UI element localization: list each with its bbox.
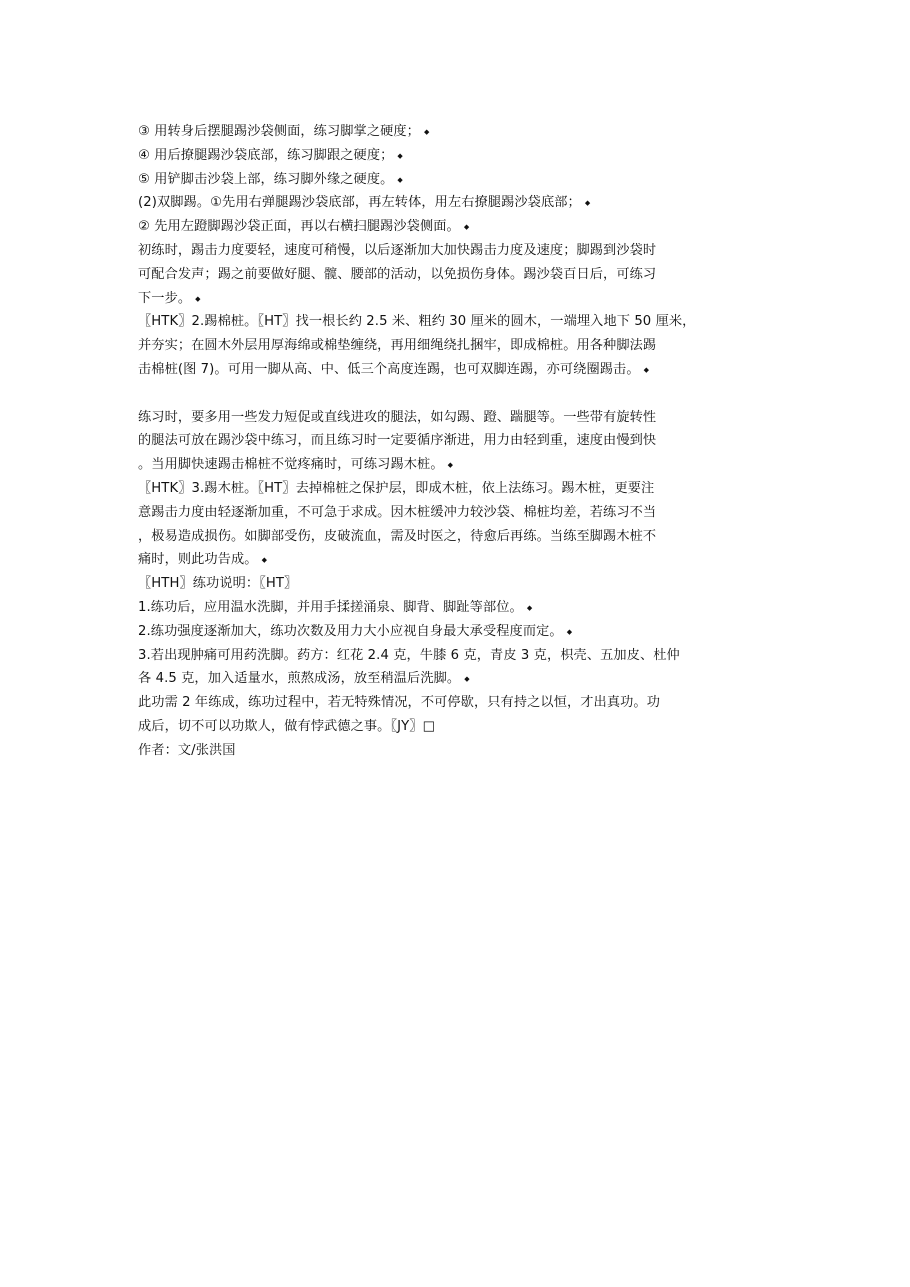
paragraph-mark-icon: ◆ xyxy=(526,603,533,612)
section-heading: 〖HTH〗练功说明：〖HT〗 xyxy=(138,576,298,592)
paragraph-mark-icon: ◆ xyxy=(464,675,470,684)
text-line: 各 4.5 克，加入适量水，煎熬成汤，放至稍温后洗脚。 ◆ xyxy=(138,671,470,687)
list-item: 3.若出现肿痛可用药洗脚。药方：红花 2.4 克，牛膝 6 克，青皮 3 克，枳壳、五加皮、杜仲 xyxy=(138,647,680,663)
text-line: 〖HTK〗3.踢木桩。〖HT〗去掉棉桩之保护层，即成木桩，依上法练习。踢木桩，更要注 xyxy=(138,480,655,496)
paragraph-mark-icon: ◆ xyxy=(423,128,430,136)
text-line: 练习时，要多用一些发力短促或直线进攻的腿法，如勾踢、蹬、踹腿等。一些带有旋转性 xyxy=(138,409,657,425)
paragraph-mark-icon: ◆ xyxy=(261,556,268,565)
text-line: 初练时，踢击力度要轻，速度可稍慢，以后逐渐加大加快踢击力度及速度；脚踢到沙袋时 xyxy=(138,242,657,258)
text-line: 并夯实；在圆木外层用厚海绵或棉垫缠绕，再用细绳绕扎捆牢，即成棉桩。用各种脚法踢 xyxy=(138,338,657,354)
text-line: 〖HTK〗2.踢棉桩。〖HT〗找一根长约 2.5 米、粗约 30 厘米的圆木，一端埋入地下 50 厘米， xyxy=(138,314,696,330)
text-line: 痛时，则此功告成。 ◆ xyxy=(138,552,268,568)
text-line: 意踢击力度由轻逐渐加重，不可急于求成。因木桩缓冲力较沙袋、棉桩均差，若练习不当 xyxy=(138,504,657,520)
paragraph-mark-icon: ◆ xyxy=(584,199,591,208)
paragraph-mark-icon: ◆ xyxy=(463,223,470,232)
paragraph-mark-icon: ◆ xyxy=(195,294,201,303)
text-line: 可配合发声；踢之前要做好腿、髋、腰部的活动，以免损伤身体。踢沙袋百日后，可练习 xyxy=(138,266,657,282)
text-line: 。当用脚快速踢击棉桩不觉疼痛时，可练习踢木桩。 ◆ xyxy=(138,457,454,473)
text-line: 下一步。 ◆ xyxy=(138,290,201,306)
list-item: 2.练功强度逐渐加大，练功次数及用力大小应视自身最大承受程度而定。 ◆ xyxy=(138,623,573,639)
text-line: ② 先用左蹬脚踢沙袋正面，再以右横扫腿踢沙袋侧面。 ◆ xyxy=(138,219,470,235)
paragraph-mark-icon: ◆ xyxy=(566,627,573,636)
text-line: ④ 用后撩腿踢沙袋底部，练习脚跟之硬度； ◆ xyxy=(138,147,403,163)
paragraph-mark-icon: ◆ xyxy=(397,175,403,184)
text-line: ⑤ 用铲脚击沙袋上部，练习脚外缘之硬度。 ◆ xyxy=(138,171,403,187)
text-line: (2)双脚踢。①先用右弹腿踢沙袋底部，再左转体，用左右撩腿踢沙袋底部； ◆ xyxy=(138,195,591,211)
paragraph-mark-icon: ◆ xyxy=(447,461,454,470)
text-line: 成后，切不可以功欺人，做有悖武德之事。〖JY〗□ xyxy=(138,718,436,734)
blank-line xyxy=(138,382,698,406)
paragraph-mark-icon: ◆ xyxy=(397,151,403,160)
text-line: ，极易造成损伤。如脚部受伤，皮破流血，需及时医之，待愈后再练。当练至脚踢木桩不 xyxy=(138,528,657,544)
list-item: 1.练功后，应用温水洗脚，并用手揉搓涌泉、脚背、脚趾等部位。 ◆ xyxy=(138,599,533,615)
text-line: 此功需 2 年练成，练功过程中，若无特殊情况，不可停歇，只有持之以恒，才出真功。功 xyxy=(138,695,660,711)
article-body xyxy=(138,120,698,763)
paragraph-mark-icon: ◆ xyxy=(643,365,650,374)
text-line: ③ 用转身后摆腿踢沙袋侧面，练习脚掌之硬度； ◆ xyxy=(138,124,430,139)
text-line: 击棉桩(图 7)。可用一脚从高、中、低三个高度连踢，也可双脚连踢，亦可绕圈踢击。 ◆ xyxy=(138,361,650,377)
author-line: 作者：文/张洪国 xyxy=(138,742,236,758)
text-line: 的腿法可放在踢沙袋中练习，而且练习时一定要循序渐进，用力由轻到重，速度由慢到快 xyxy=(138,433,657,449)
